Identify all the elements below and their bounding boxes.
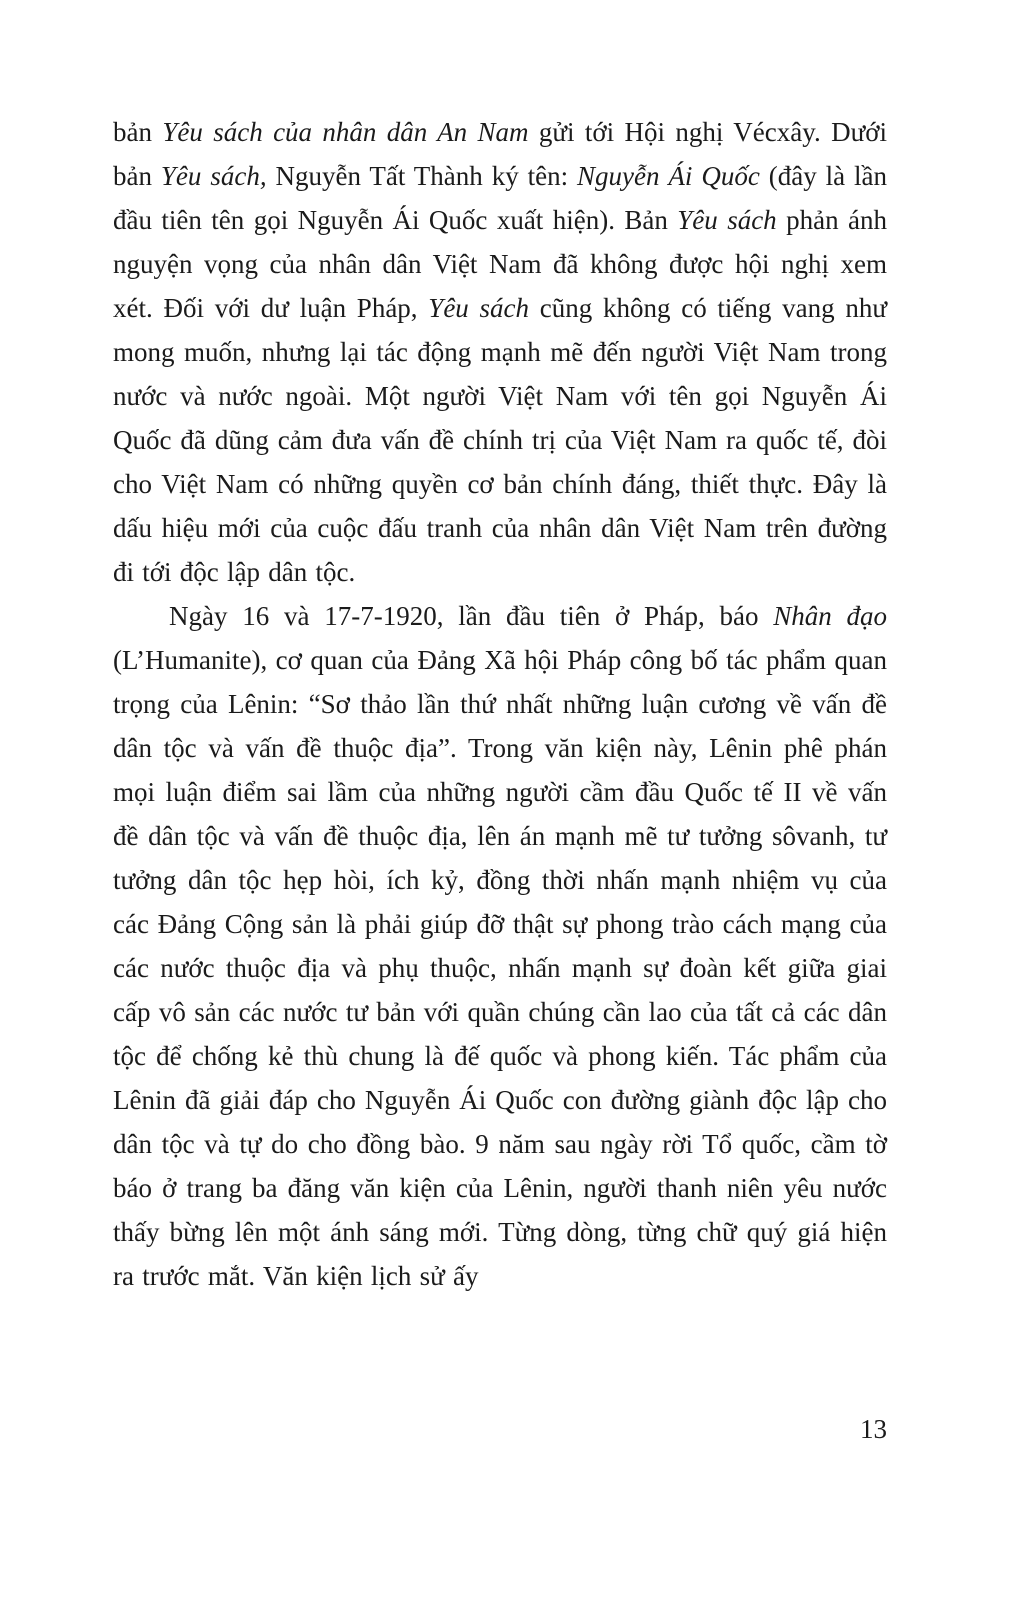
italic-text-segment: Nhân đạo: [773, 601, 887, 631]
text-segment: gửi tới Hội nghị Vécxây. Dưới bản: [113, 117, 887, 191]
text-segment: Nguyễn Tất Thành ký tên:: [266, 161, 578, 191]
page-number-row: [113, 1408, 887, 1451]
italic-text-segment: Nguyễn Ái Quốc: [577, 161, 760, 191]
paragraph: [113, 594, 887, 1298]
page-number: 13: [860, 1414, 887, 1444]
text-segment: (đây là lần đầu tiên tên gọi Nguyễn Ái Quốc xuất hiện). Bản: [113, 161, 888, 235]
text-segment: Ngày 16 và 17-7-1920, lần đầu tiên ở Pháp, báo: [169, 601, 774, 631]
text-segment: phản ánh nguyện vọng của nhân dân Việt Nam đã không được hội nghị xem xét. Đối với dư luận Pháp,: [113, 205, 887, 323]
text-block: [113, 110, 887, 1298]
italic-text-segment: Yêu sách,: [160, 161, 267, 191]
italic-text-segment: Yêu sách của nhân dân An Nam: [162, 117, 529, 147]
italic-text-segment: Yêu sách: [428, 293, 530, 323]
text-segment: bản: [113, 117, 163, 147]
paragraph: [113, 110, 887, 594]
italic-text-segment: Yêu sách: [677, 205, 777, 235]
text-segment: cũng không có tiếng vang như mong muốn, nhưng lại tác động mạnh mẽ đến người Việt Nam trong nước và nước ngoài. Một người Việt Nam với tên gọi Nguyễn Ái Quốc đã dũng cảm đưa vấn đề chính trị của Việt Nam ra quốc tế, đòi cho Việt Nam có những quyền cơ bản chính đáng, thiết thực. Đây là dấu hiệu mới của cuộc đấu tranh của nhân dân Việt Nam trên đường đi tới độc lập dân tộc.: [113, 293, 888, 587]
text-segment: (L’Humanite), cơ quan của Đảng Xã hội Pháp công bố tác phẩm quan trọng của Lênin: “Sơ thảo lần thứ nhất những luận cương về vấn đề dân tộc và vấn đề thuộc địa”. Trong văn kiện này, Lênin phê phán mọi luận điểm sai lầm của những người cầm đầu Quốc tế II về vấn đề dân tộc và vấn đề thuộc địa, lên án mạnh mẽ tư tưởng sôvanh, tư tưởng dân tộc hẹp hòi, ích kỷ, đồng thời nhấn mạnh nhiệm vụ của các Đảng Cộng sản là phải giúp đỡ thật sự phong trào cách mạng của các nước thuộc địa và phụ thuộc, nhấn mạnh sự đoàn kết giữa giai cấp vô sản các nước tư bản với quần chúng cần lao của tất cả các dân tộc để chống kẻ thù chung là đế quốc và phong kiến. Tác phẩm của Lênin đã giải đáp cho Nguyễn Ái Quốc con đường giành độc lập cho dân tộc và tự do cho đồng bào. 9 năm sau ngày rời Tổ quốc, cầm tờ báo ở trang ba đăng văn kiện của Lênin, người thanh niên yêu nước thấy bừng lên một ánh sáng mới. Từng dòng, từng chữ quý giá hiện ra trước mắt. Văn kiện lịch sử ấy: [113, 645, 887, 1291]
